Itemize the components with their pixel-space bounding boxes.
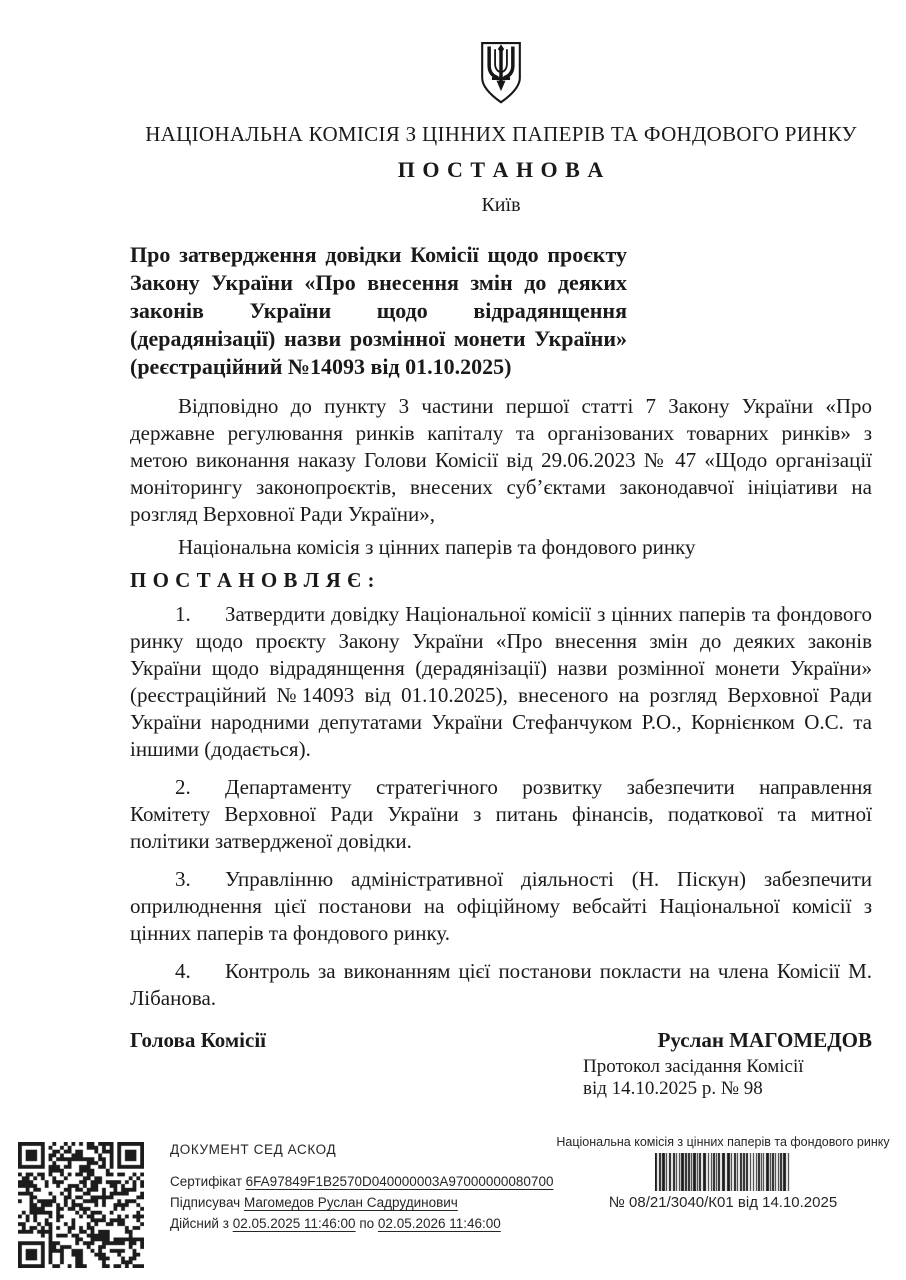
resolution-item-2 [130, 774, 872, 855]
item-text: Департаменту стратегічного розвитку забезпечити направлення Комітету Верховної Ради України з питань фінансів, податкової та митної політики затвердженої довідки. [130, 775, 872, 853]
item-number: 4. [175, 959, 191, 983]
org-name: НАЦІОНАЛЬНА КОМІСІЯ З ЦІННИХ ПАПЕРІВ ТА ФОНДОВОГО РИНКУ [145, 122, 857, 146]
preamble-paragraph: Відповідно до пункту 3 частини першої статті 7 Закону України «Про державне регулювання ринків капіталу та організованих товарних ринків» з метою виконання наказу Голови Комісії від 29.06.2023 № 47 «Щодо організації моніторингу законопроєктів, внесених суб’єктами законодавчої ініціативи на розгляд Верховної Ради України», [130, 394, 872, 526]
certificate-label: Сертифікат [170, 1174, 242, 1189]
registration-org: Національна комісія з цінних паперів та фондового ринку [556, 1135, 890, 1149]
item-number: 3. [175, 867, 191, 891]
protocol-line-2: від 14.10.2025 р. № 98 [583, 1078, 763, 1099]
preamble-org-line: Національна комісія з цінних паперів та фондового ринку [178, 535, 696, 559]
esignature-stamp [0, 1130, 906, 1280]
signer-line [170, 1193, 553, 1213]
validity-to: 02.05.2026 11:46:00 [377, 1216, 501, 1231]
validity-from: 02.05.2025 11:46:00 [232, 1216, 356, 1231]
signer-value: Магомедов Руслан Садрудинович [243, 1195, 458, 1210]
validity-separator: по [359, 1216, 375, 1231]
registration-barcode [655, 1153, 791, 1191]
validity-line [170, 1214, 553, 1234]
resolves-heading: П О С Т А Н О В Л Я Є : [130, 568, 375, 592]
resolution-title: Про затвердження довідки Комісії щодо проєкту Закону України «Про внесення змін до деяких законів України щодо відрадянщення (дерадянізації) назви розмінної монети України» (реєстраційний №14093 від 01.10.2025) [130, 242, 627, 379]
signer-name: Руслан МАГОМЕДОВ [657, 1028, 872, 1052]
qr-code [18, 1142, 144, 1268]
certificate-line [170, 1172, 553, 1192]
ukraine-trident-emblem [478, 34, 524, 112]
item-number: 1. [175, 602, 191, 626]
resolution-item-4 [130, 958, 872, 1012]
registration-number: № 08/21/3040/К01 від 14.10.2025 [608, 1194, 838, 1211]
document-body [130, 241, 872, 1100]
certificate-value: 6FA97849F1B2570D040000003A97000000080700 [245, 1174, 554, 1189]
resolution-item-1 [130, 601, 872, 763]
signer-label: Підписувач [170, 1195, 241, 1210]
validity-label: Дійсний з [170, 1216, 229, 1231]
document-type-heading: П О С Т А Н О В А [397, 157, 605, 182]
city-label: Київ [481, 194, 521, 216]
document-header [130, 34, 872, 215]
protocol-line-1: Протокол засідання Комісії [583, 1056, 804, 1077]
resolution-item-3 [130, 866, 872, 947]
protocol-reference [583, 1056, 872, 1100]
item-text: Контроль за виконанням цієї постанови покласти на члена Комісії М. Лібанова. [130, 959, 872, 1010]
stamp-details [170, 1140, 553, 1235]
item-text: Управлінню адміністративної діяльності (Н. Піскун) забезпечити оприлюднення цієї постанови на офіційному вебсайті Національної комісії з цінних паперів та фондового ринку. [130, 867, 872, 945]
item-text: Затвердити довідку Національної комісії з цінних паперів та фондового ринку щодо проєкту Закону України «Про внесення змін до деяких законів України щодо відрадянщення (дерадянізації) назви розмінної монети України» (реєстраційний №14093 від 01.10.2025), внесеного на розгляд Верховної Ради України народними депутатами України Стефанчуком Р.О., Корнієнком О.С. та іншими (додається). [130, 602, 872, 761]
registration-stamp [548, 1134, 898, 1212]
signer-position: Голова Комісії [130, 1028, 266, 1052]
sed-system-label: ДОКУМЕНТ СЕД АСКОД [170, 1142, 337, 1157]
signature-row [130, 1028, 872, 1052]
item-number: 2. [175, 775, 191, 799]
